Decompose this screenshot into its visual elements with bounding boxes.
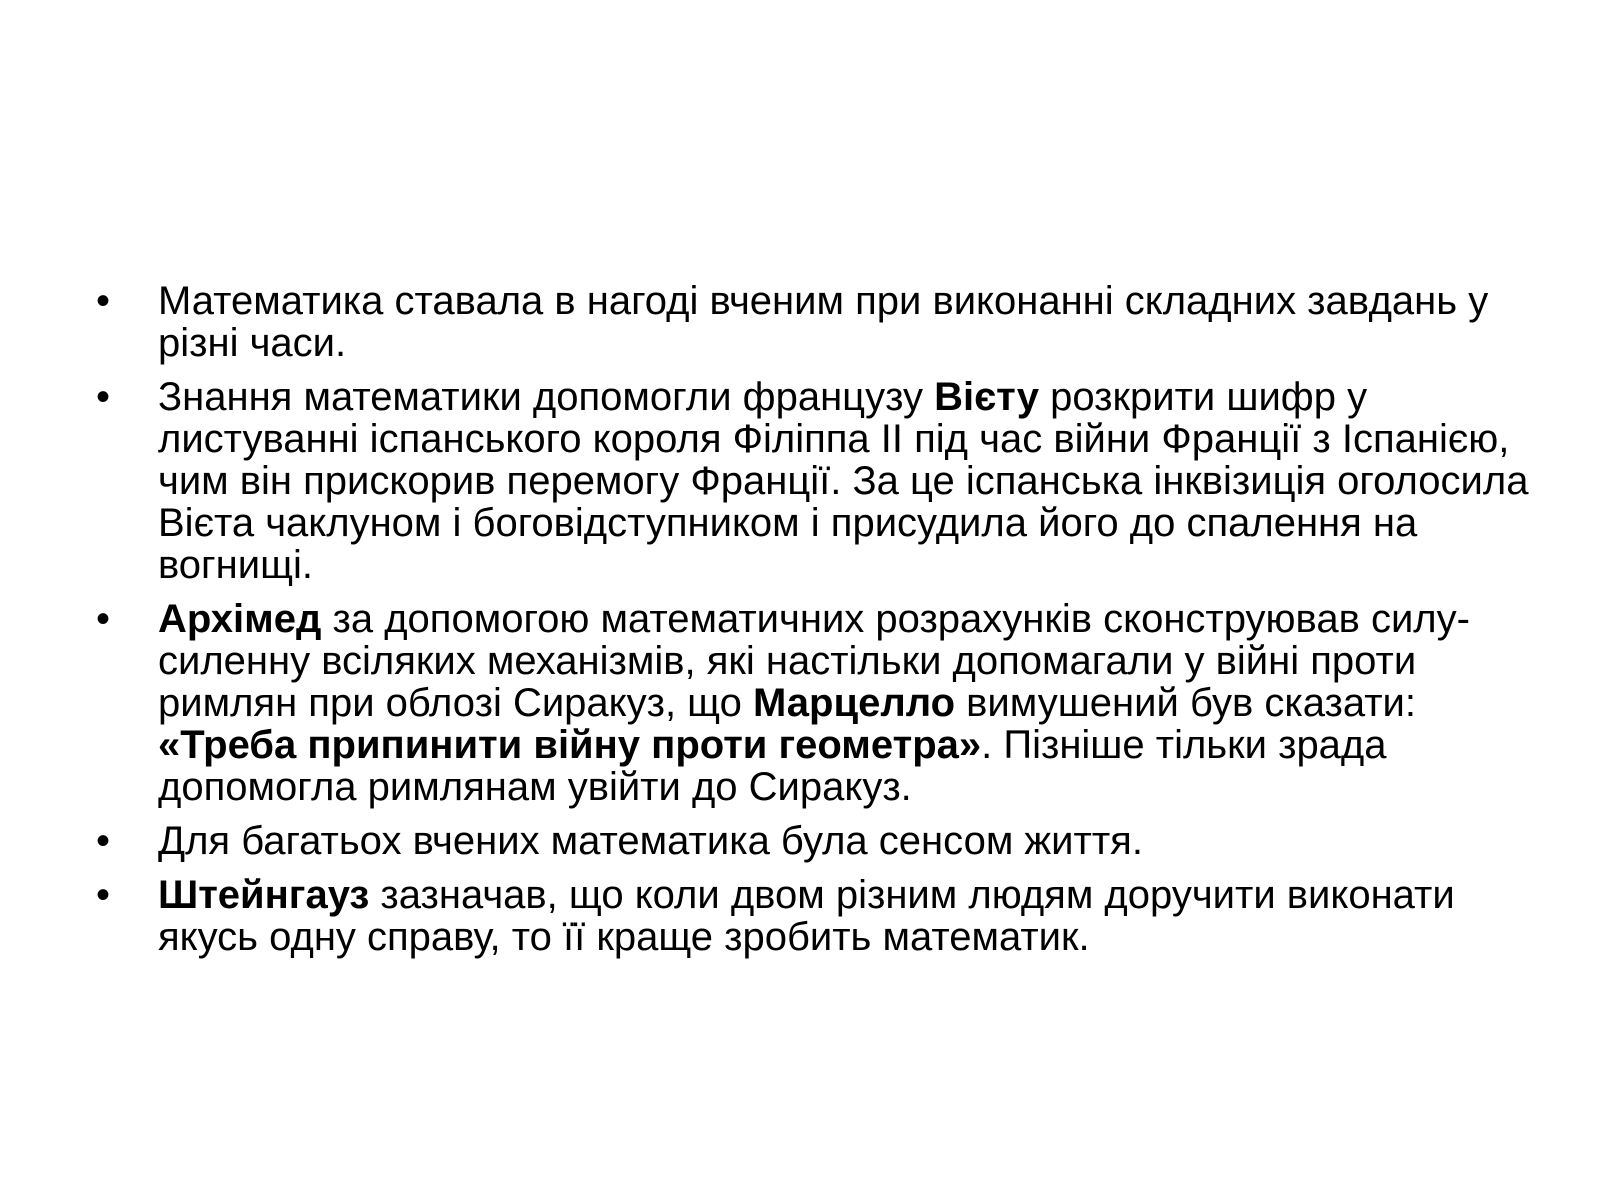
text-segment: . Пізніше тільки зрада допомогла римлянам увійти до Сиракуз. — [158, 723, 1387, 809]
bold-name: Вієту — [934, 375, 1039, 419]
bullet-text — [158, 819, 1143, 863]
bullet-point-icon: • — [96, 375, 111, 419]
bullet-item — [96, 598, 1536, 808]
bullet-list — [96, 280, 1536, 970]
text-segment: Математика ставала в нагоді вченим при виконанні складних завдань у різні часи. — [158, 279, 1489, 365]
bullet-item — [96, 376, 1536, 586]
bullet-item — [96, 820, 1536, 862]
text-segment: розкрити шифр у листуванні іспанського короля Філіппа ІІ під час війни Франції з Іспанією, чим він прискорив перемогу Франції. За це іспанська інквізиція оголосила Вієта чаклуном і боговідступником і присудила його до спалення на вогнищі. — [158, 375, 1529, 587]
bold-name: Марцелло — [753, 681, 956, 725]
text-segment: за допомогою математичних розрахунків сконструював силу-силенну всіляких механізмів, які настільки допомагали у війні проти римлян при облозі Сиракуз, що — [158, 597, 1470, 725]
text-segment: вимушений був сказати: — [955, 681, 1416, 725]
bullet-point-icon: • — [96, 279, 111, 323]
text-segment: Для багатьох вчених математика була сенсом життя. — [158, 819, 1143, 863]
bullet-text — [158, 279, 1488, 365]
bullet-point-icon: • — [96, 819, 111, 863]
bold-name: Архімед — [158, 597, 322, 641]
bold-quote: «Треба припинити війну проти геометра» — [158, 723, 982, 767]
text-segment: Знання математики допомогли французу — [158, 375, 935, 419]
bullet-item — [96, 874, 1536, 958]
bullet-point-icon: • — [96, 597, 111, 641]
bullet-item — [96, 280, 1536, 364]
text-segment: зазначав, що коли двом різним людям доручити виконати якусь одну справу, то її краще зробить математик. — [158, 873, 1455, 959]
bold-name: Штейнгауз — [158, 873, 370, 917]
bullet-text — [158, 597, 1470, 809]
bullet-text — [158, 873, 1455, 959]
bullet-point-icon: • — [96, 873, 111, 917]
bullet-text — [158, 375, 1528, 587]
